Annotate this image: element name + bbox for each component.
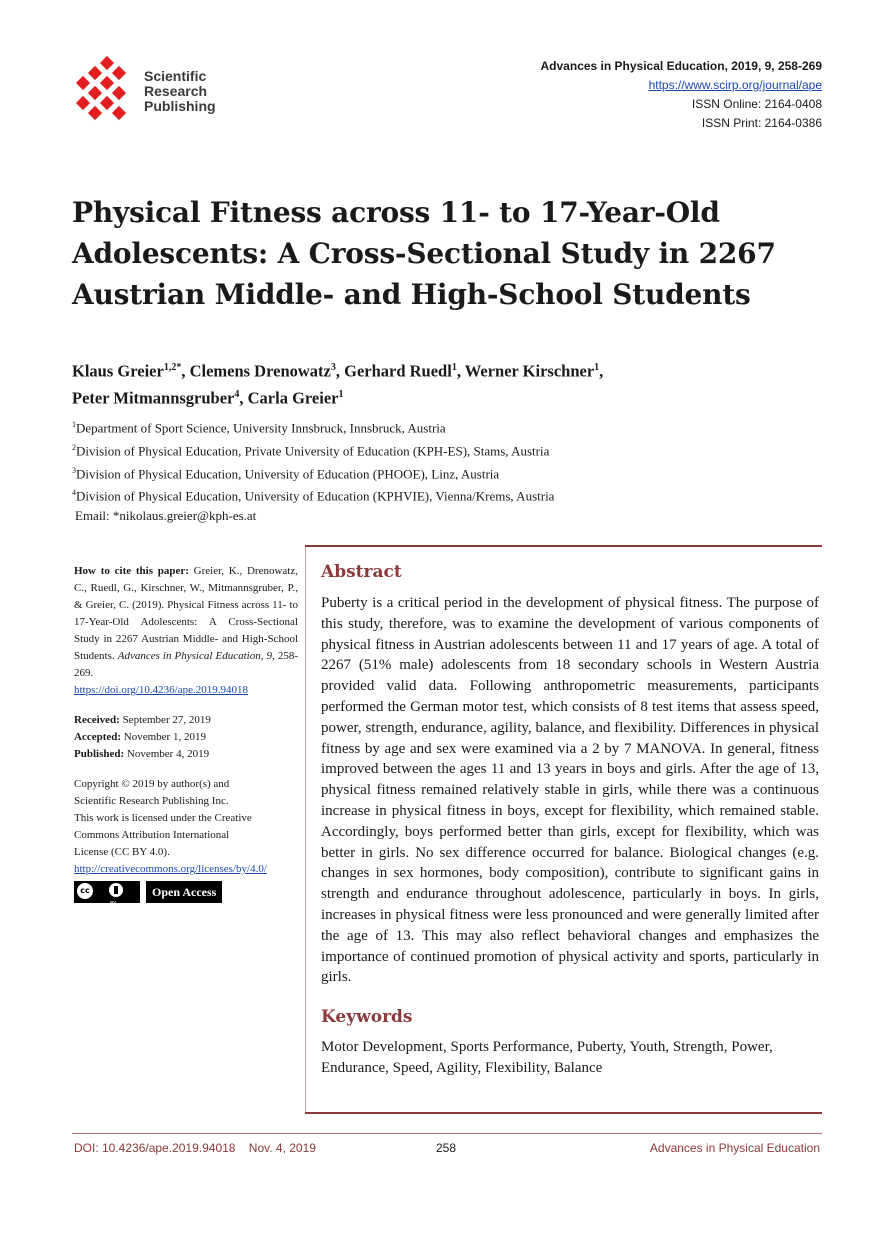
author-affiliation-mark: 4 xyxy=(234,388,240,400)
affiliation-mark: 3 xyxy=(72,465,76,475)
how-to-cite xyxy=(74,563,298,699)
accepted-date xyxy=(74,729,298,746)
license-link[interactable]: http://creativecommons.org/licenses/by/4.0/ xyxy=(74,863,267,875)
affiliation-text: Division of Physical Education, University of Education (PHOOE), Linz, Austria xyxy=(76,465,500,481)
received-date xyxy=(74,712,298,729)
cite-label: How to cite this paper: xyxy=(74,565,189,577)
author-line xyxy=(72,356,832,383)
published-date xyxy=(74,746,298,763)
copyright-line: This work is licensed under the Creative xyxy=(74,812,252,824)
affiliation xyxy=(72,483,554,506)
author-affiliation-mark: 1 xyxy=(451,362,457,373)
cite-text: Greier, K., Drenowatz, C., Ruedl, G., Kirschner, W., Mitmannsgruber, P., & Greier, C. (2019). Physical Fitness across 11- to 17-Year-Old Adolescents: A Cross-Sectional Study in 2267 Austrian Middle- and High-School Students. xyxy=(74,565,298,662)
abstract-section xyxy=(321,560,819,1079)
accepted-label: Accepted: xyxy=(74,731,122,743)
author-affiliation-mark: 1,2* xyxy=(163,362,182,373)
copyright-line: Commons Attribution International xyxy=(74,829,230,841)
publisher-name xyxy=(144,69,216,114)
author-name: Clemens Drenowatz xyxy=(189,361,331,381)
footer-doi: DOI: 10.4236/ape.2019.94018 Nov. 4, 2019 xyxy=(74,1141,316,1155)
corresponding-email[interactable]: Email: *nikolaus.greier@kph-es.at xyxy=(75,508,257,524)
received-label: Received: xyxy=(74,714,120,726)
author-affiliation-mark: 3 xyxy=(330,362,336,373)
publisher-name-line: Research xyxy=(144,83,208,99)
cite-journal: Advances in Physical Education, 9, xyxy=(117,650,275,662)
publication-dates xyxy=(74,712,298,763)
affiliation xyxy=(72,438,554,461)
license-badges xyxy=(74,881,298,907)
cite-doi-link[interactable]: https://doi.org/10.4236/ape.2019.94018 xyxy=(74,684,248,696)
author-separator: , xyxy=(599,361,604,381)
abstract-text: Puberty is a critical period in the development of physical fitness. The purpose of this study, therefore, was to examine the development of various components of physical fitness in Austrian adolescents between 11 and 17 years of age. A total of 2267 (51% male) adolescents from 18 secondary schools in Western Austria provided valid data. Following anthropometric measurements, participants performed the German motor test, which consists of 8 test items that assess speed, power, strength, endurance, agility, balance, and flexibility. Differences in physical fitness by age and sex were examined via a 2 by 7 MANOVA. In general, fitness improved between the ages 11 and 13 years in boys and girls. After the age of 13, physical fitness remained relatively stable in girls, while there was a continuous increase in physical fitness in boys, except for flexibility, which remained stable. Accordingly, boys performed better than girls, except for flexibility, which was better in girls. No sex difference occurred for balance. Biological changes (e.g. changes in sex hormones, body composition), contribute to significant gains in strength and endurance throughout adolescence, particularly in boys. In girls, increases in physical fitness were less pronounced and were generally limited after the age of 13. This may also reflect behavioral changes and emphasizes the importance of continued promotion of physical activity and sports, particularly in girls. xyxy=(321,595,819,986)
person-icon xyxy=(109,883,123,897)
publisher-logo xyxy=(74,56,234,126)
affiliation-text: Division of Physical Education, University of Education (KPHVIE), Vienna/Krems, Austria xyxy=(76,488,555,504)
journal-url-link[interactable]: https://www.scirp.org/journal/ape xyxy=(648,78,822,92)
affiliation-mark: 1 xyxy=(72,420,76,429)
issn-online: ISSN Online: 2164-0408 xyxy=(691,97,822,111)
copyright-line: Scientific Research Publishing Inc. xyxy=(74,795,229,807)
journal-citation: Advances in Physical Education, 2019, 9, 258-269 xyxy=(540,59,822,73)
keywords-heading: Keywords xyxy=(321,1007,413,1028)
paper-title: Physical Fitness across 11- to 17-Year-Old Adolescents: A Cross-Sectional Study in 2267 Austrian Middle- and High-School Students xyxy=(72,196,776,311)
author-line xyxy=(72,383,832,410)
received-value: September 27, 2019 xyxy=(119,714,211,726)
author-name: Peter Mitmannsgruber xyxy=(72,388,235,407)
abstract-top-rule xyxy=(305,545,822,547)
author-name: Werner Kirschner xyxy=(464,361,595,381)
footer-journal-name: Advances in Physical Education xyxy=(649,1141,820,1155)
affiliation-list xyxy=(72,415,554,526)
abstract-heading: Abstract xyxy=(321,562,402,582)
open-access-badge[interactable]: Open Access xyxy=(146,881,222,903)
published-value: November 4, 2019 xyxy=(124,748,210,760)
publisher-name-line: Publishing xyxy=(144,98,216,114)
author-affiliation-mark: 1 xyxy=(338,388,344,400)
cc-icon: cc xyxy=(77,883,93,899)
by-label: BY xyxy=(110,901,117,907)
abstract-bottom-rule xyxy=(305,1112,822,1114)
author-list xyxy=(72,356,832,409)
author-name: Carla Greier xyxy=(247,388,339,407)
published-label: Published: xyxy=(74,748,125,760)
publisher-name-line: Scientific xyxy=(144,68,207,84)
cc-by-badge-icon[interactable] xyxy=(74,881,140,907)
author-separator: , xyxy=(456,361,465,381)
author-affiliation-mark: 1 xyxy=(594,362,600,373)
journal-info xyxy=(541,57,822,133)
author-name: Gerhard Ruedl xyxy=(344,361,452,381)
cite-pages: 258-269. xyxy=(74,650,298,679)
issn-print: ISSN Print: 2164-0386 xyxy=(701,116,822,130)
copyright-line: Copyright © 2019 by author(s) and xyxy=(74,778,230,790)
affiliation-mark: 2 xyxy=(72,442,76,452)
copyright-line: License (CC BY 4.0). xyxy=(74,846,170,858)
column-divider xyxy=(305,547,306,1112)
footer-rule xyxy=(72,1133,822,1134)
affiliation-text: Department of Sport Science, University Innsbruck, Innsbruck, Austria xyxy=(76,420,446,436)
affiliation-text: Division of Physical Education, Private University of Education (KPH-ES), Stams, Austria xyxy=(76,443,550,459)
author-name: Klaus Greier xyxy=(72,361,164,381)
author-separator: , xyxy=(335,361,345,381)
sidebar-info xyxy=(74,563,298,907)
page-number: 258 xyxy=(436,1141,457,1155)
affiliation xyxy=(72,461,554,484)
keywords-text: Motor Development, Sports Performance, Puberty, Youth, Strength, Power, Endurance, Speed, Agility, Flexibility, Balance xyxy=(321,1039,773,1077)
publisher-diamond-logo-icon xyxy=(74,56,138,126)
copyright-notice xyxy=(74,776,298,878)
author-separator: , xyxy=(239,388,248,407)
affiliation xyxy=(72,415,554,438)
affiliation-mark: 4 xyxy=(72,488,76,498)
author-separator: , xyxy=(181,361,190,381)
accepted-value: November 1, 2019 xyxy=(121,731,206,743)
